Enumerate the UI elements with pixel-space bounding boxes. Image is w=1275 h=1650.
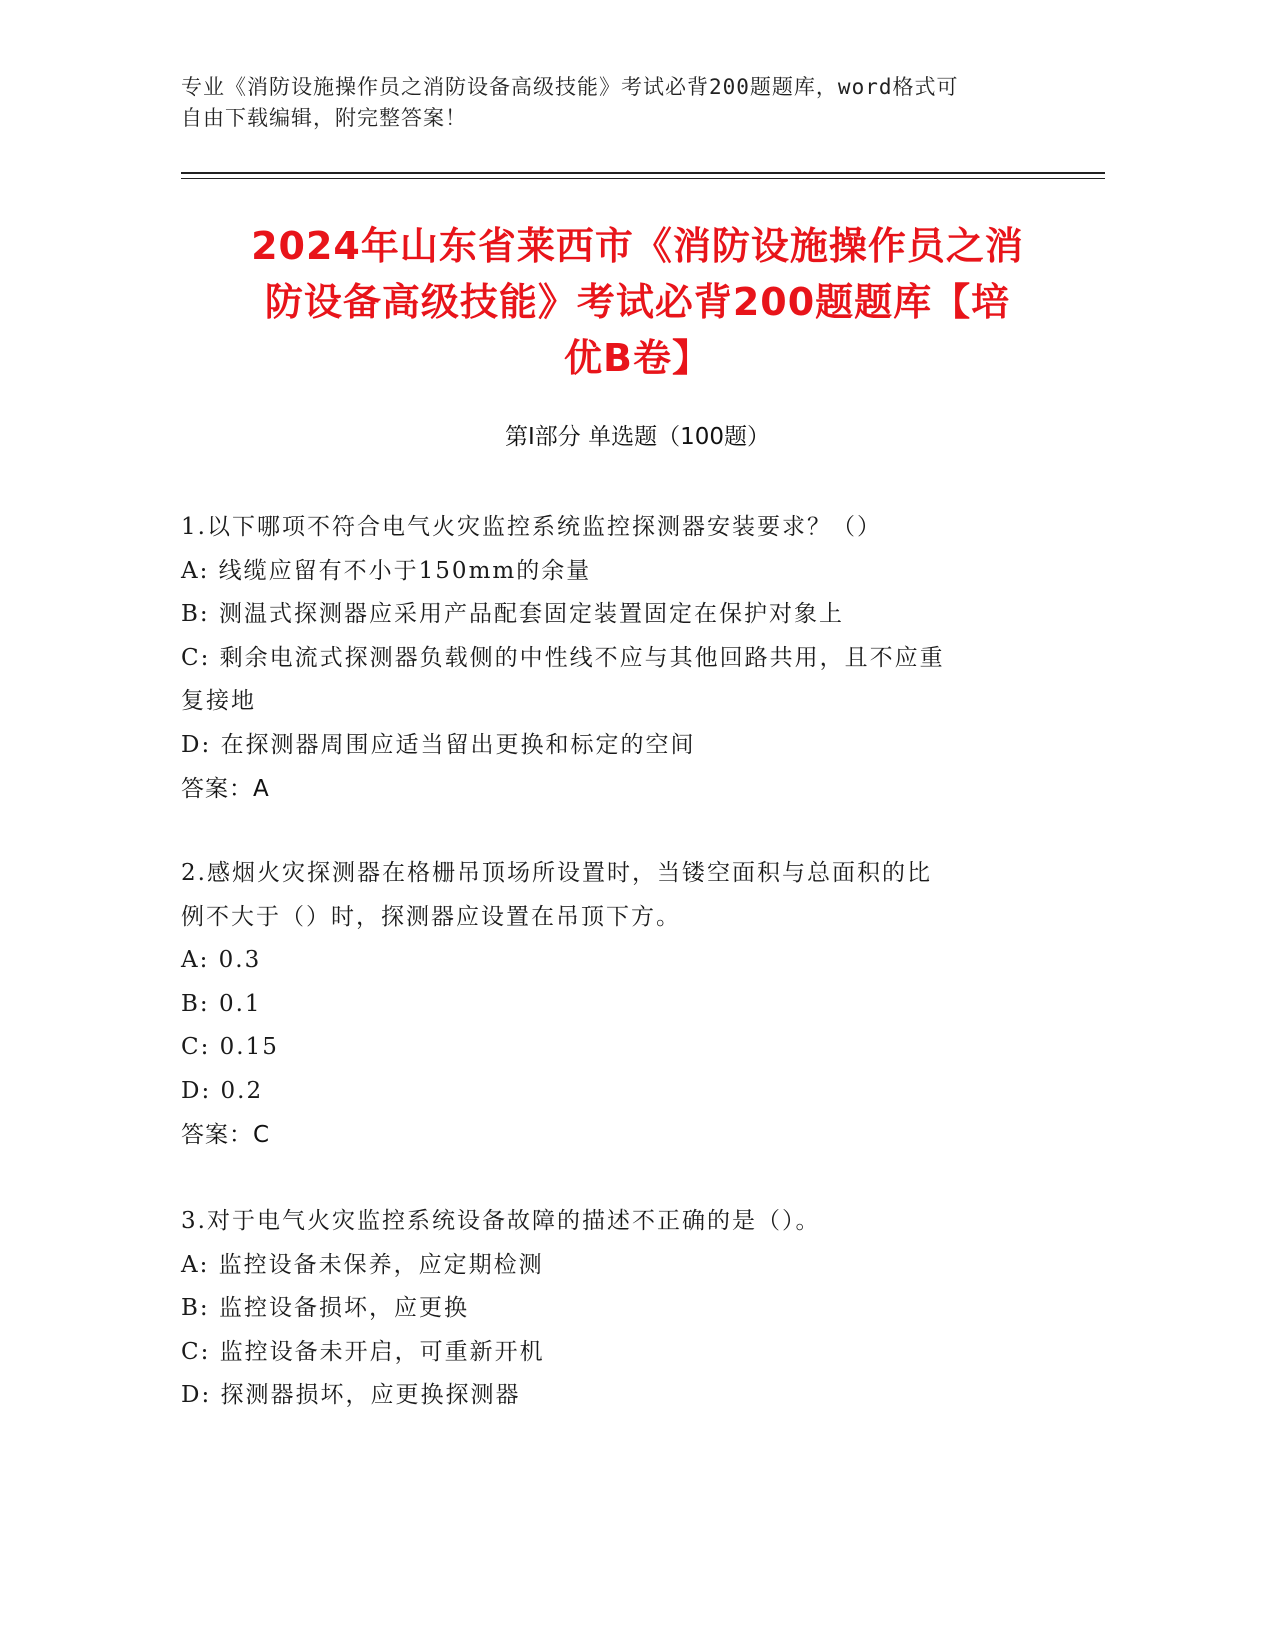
title-line: 优B卷】 — [564, 336, 711, 380]
option-a: A: 监控设备未保养，应定期检测 — [181, 1251, 544, 1278]
option-c: C: 剩余电流式探测器负载侧的中性线不应与其他回路共用，且不应重 — [181, 644, 945, 671]
option-b: B: 0.1 — [181, 990, 262, 1017]
question-1 — [181, 506, 1051, 811]
header-note-line: 自由下载编辑，附完整答案！ — [181, 106, 467, 130]
header-rule-thick — [181, 172, 1105, 174]
option-a: A: 线缆应留有不小于150mm的余量 — [181, 557, 592, 584]
question-stem: 2.感烟火灾探测器在格栅吊顶场所设置时，当镂空面积与总面积的比 — [181, 860, 932, 886]
option-c: C: 0.15 — [181, 1034, 279, 1060]
header-note-line: 专业《消防设施操作员之消防设备高级技能》考试必背200题题库，word格式可 — [181, 75, 959, 99]
option-d: D: 在探测器周围应适当留出更换和标定的空间 — [181, 731, 696, 758]
header-note — [181, 72, 1061, 134]
question-stem: 3.对于电气火灾监控系统设备故障的描述不正确的是（）。 — [181, 1208, 821, 1234]
question-3 — [181, 1200, 1051, 1418]
title-line: 防设备高级技能》考试必背200题题库【培 — [264, 280, 1011, 324]
option-b: B: 监控设备损坏，应更换 — [181, 1295, 469, 1321]
answer: 答案：C — [181, 1122, 271, 1148]
question-stem: 1.以下哪项不符合电气火灾监控系统监控探测器安装要求？（） — [181, 514, 882, 540]
option-d: D: 0.2 — [181, 1077, 264, 1104]
header-rule-thin — [181, 178, 1105, 179]
document-title — [150, 218, 1125, 386]
option-b: B: 测温式探测器应采用产品配套固定装置固定在保护对象上 — [181, 601, 844, 627]
answer: 答案：A — [181, 776, 270, 802]
option-a: A: 0.3 — [181, 947, 262, 973]
question-2 — [181, 852, 1051, 1157]
section-heading: 第Ⅰ部分 单选题（100题） — [505, 424, 770, 450]
title-line: 2024年山东省莱西市《消防设施操作员之消 — [251, 224, 1024, 268]
option-d: D: 探测器损坏，应更换探测器 — [181, 1382, 521, 1408]
question-stem-continued: 例不大于（）时，探测器应设置在吊顶下方。 — [181, 903, 681, 930]
option-c: C: 监控设备未开启，可重新开机 — [181, 1338, 545, 1365]
option-c-continued: 复接地 — [181, 688, 256, 714]
